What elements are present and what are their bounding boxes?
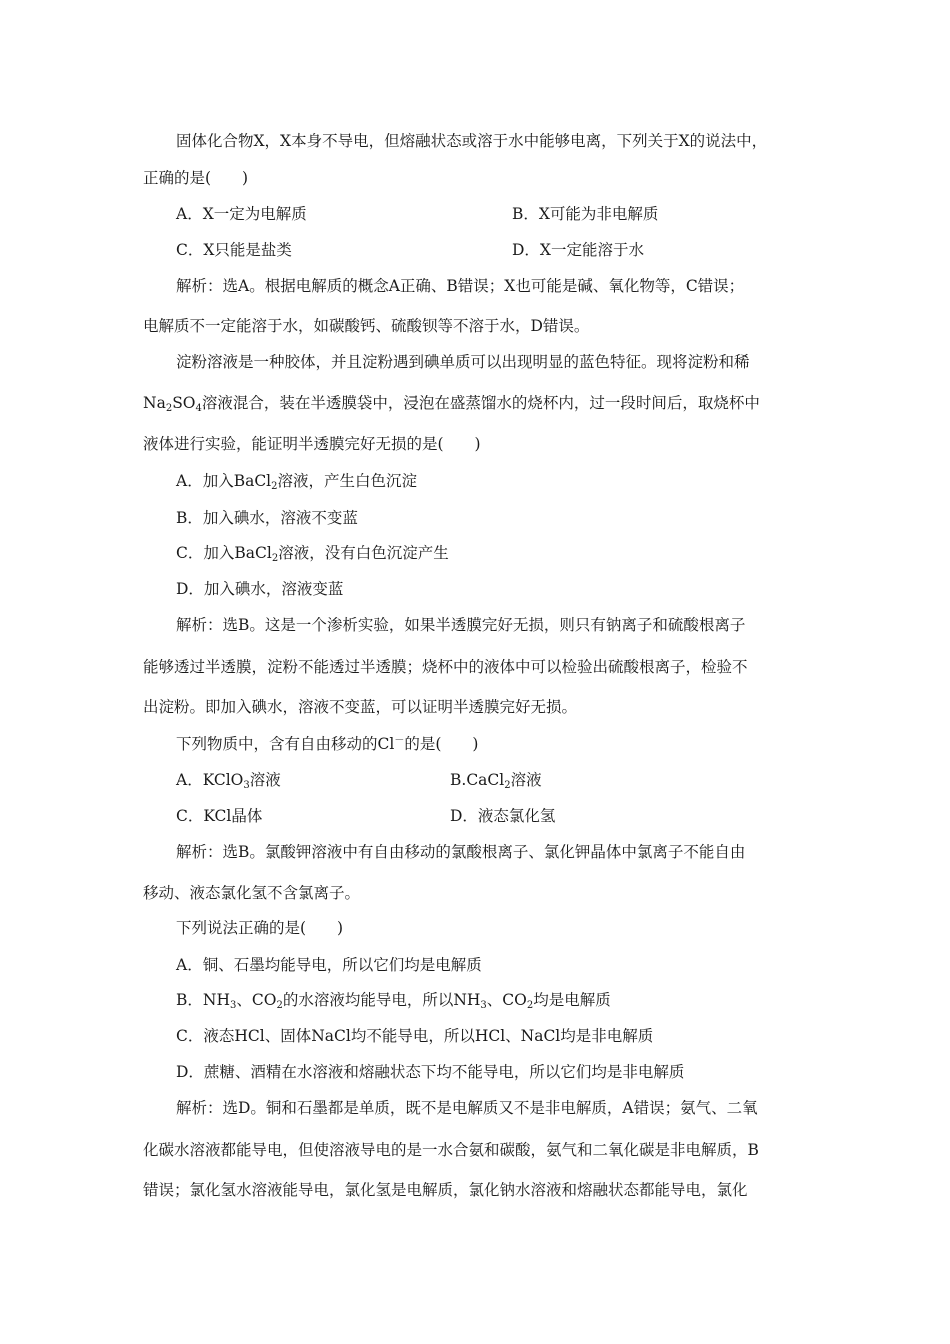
q3-answer-line-1: 解析：选B。氯酸钾溶液中有自由移动的氯酸根离子、氯化钾晶体中氯离子不能自由 [176,843,746,861]
q2-stem-line-1: 淀粉溶液是一种胶体，并且淀粉遇到碘单质可以出现明显的蓝色特征。现将淀粉和稀 [176,353,750,371]
q3-option-c: C．KCl晶体 [176,807,263,825]
q4-option-d: D．蔗糖、酒精在水溶液和熔融状态下均不能导电，所以它们均是非电解质 [176,1063,685,1081]
q4-answer-line-1: 解析：选D。铜和石墨都是单质，既不是电解质又不是非电解质，A错误；氨气、二氧 [176,1099,758,1117]
q4-stem: 下列说法正确的是( ) [176,919,344,937]
q1-option-d: D．X一定能溶于水 [512,241,644,259]
q1-stem-line-1: 固体化合物X，X本身不导电，但熔融状态或溶于水中能够电离，下列关于X的说法中， [176,132,768,150]
q3-option-a: A．KClO$_3$溶液 [176,771,281,791]
q3-answer-line-2: 移动、液态氯化氢不含氯离子。 [143,884,361,902]
q1-option-b: B．X可能为非电解质 [512,205,659,223]
q1-option-a: A．X一定为电解质 [176,205,307,223]
q4-answer-line-2: 化碳水溶液都能导电，但使溶液导电的是一水合氨和碳酸，氨气和二氧化碳是非电解质，B [143,1141,759,1159]
q4-option-b: B．$NH_3$、$CO_2$的水溶液均能导电，所以$NH_3$、$CO_2$均是电解质 [176,991,611,1011]
q2-answer-line-3: 出淀粉。即加入碘水，溶液不变蓝，可以证明半透膜完好无损。 [143,698,578,716]
q3-option-d: D．液态氯化氢 [450,807,556,825]
q1-answer-line-1: 解析：选A。根据电解质的概念A正确、B错误；X也可能是碱、氧化物等，C错误； [176,277,745,295]
q3-stem: 下列物质中，含有自由移动的Cl－的是( ) [176,735,479,753]
q2-answer-line-2: 能够透过半透膜，淀粉不能透过半透膜；烧杯中的液体中可以检验出硫酸根离子，检验不 [143,658,748,676]
q2-option-a: A．加入BaCl$_2$溶液，产生白色沉淀 [176,472,418,492]
q1-stem-line-2: 正确的是( ) [143,169,249,187]
q4-option-c: C．液态HCl、固体NaCl均不能导电，所以HCl、NaCl均是非电解质 [176,1027,654,1045]
q2-stem-line-3: 液体进行实验，能证明半透膜完好无损的是( ) [143,435,481,453]
q2-option-d: D．加入碘水，溶液变蓝 [176,580,344,598]
q2-option-b: B．加入碘水，溶液不变蓝 [176,509,358,527]
q4-option-a: A．铜、石墨均能导电，所以它们均是电解质 [176,956,482,974]
q2-option-c: C．加入BaCl$_2$溶液，没有白色沉淀产生 [176,544,449,564]
q2-stem-line-2: $Na_2SO_4$溶液混合，装在半透膜袋中，浸泡在盛蒸馏水的烧杯内，过一段时间后，取烧杯中 [143,394,760,414]
q3-option-b: B.CaCl$_2$溶液 [450,771,542,791]
q1-answer-line-2: 电解质不一定能溶于水，如碳酸钙、硫酸钡等不溶于水，D错误。 [143,317,590,335]
q1-option-c: C．X只能是盐类 [176,241,292,259]
q4-answer-line-3: 错误；氯化氢水溶液能导电，氯化氢是电解质，氯化钠水溶液和熔融状态都能导电，氯化 [143,1181,748,1199]
q2-answer-line-1: 解析：选B。这是一个渗析实验，如果半透膜完好无损，则只有钠离子和硫酸根离子 [176,616,746,634]
